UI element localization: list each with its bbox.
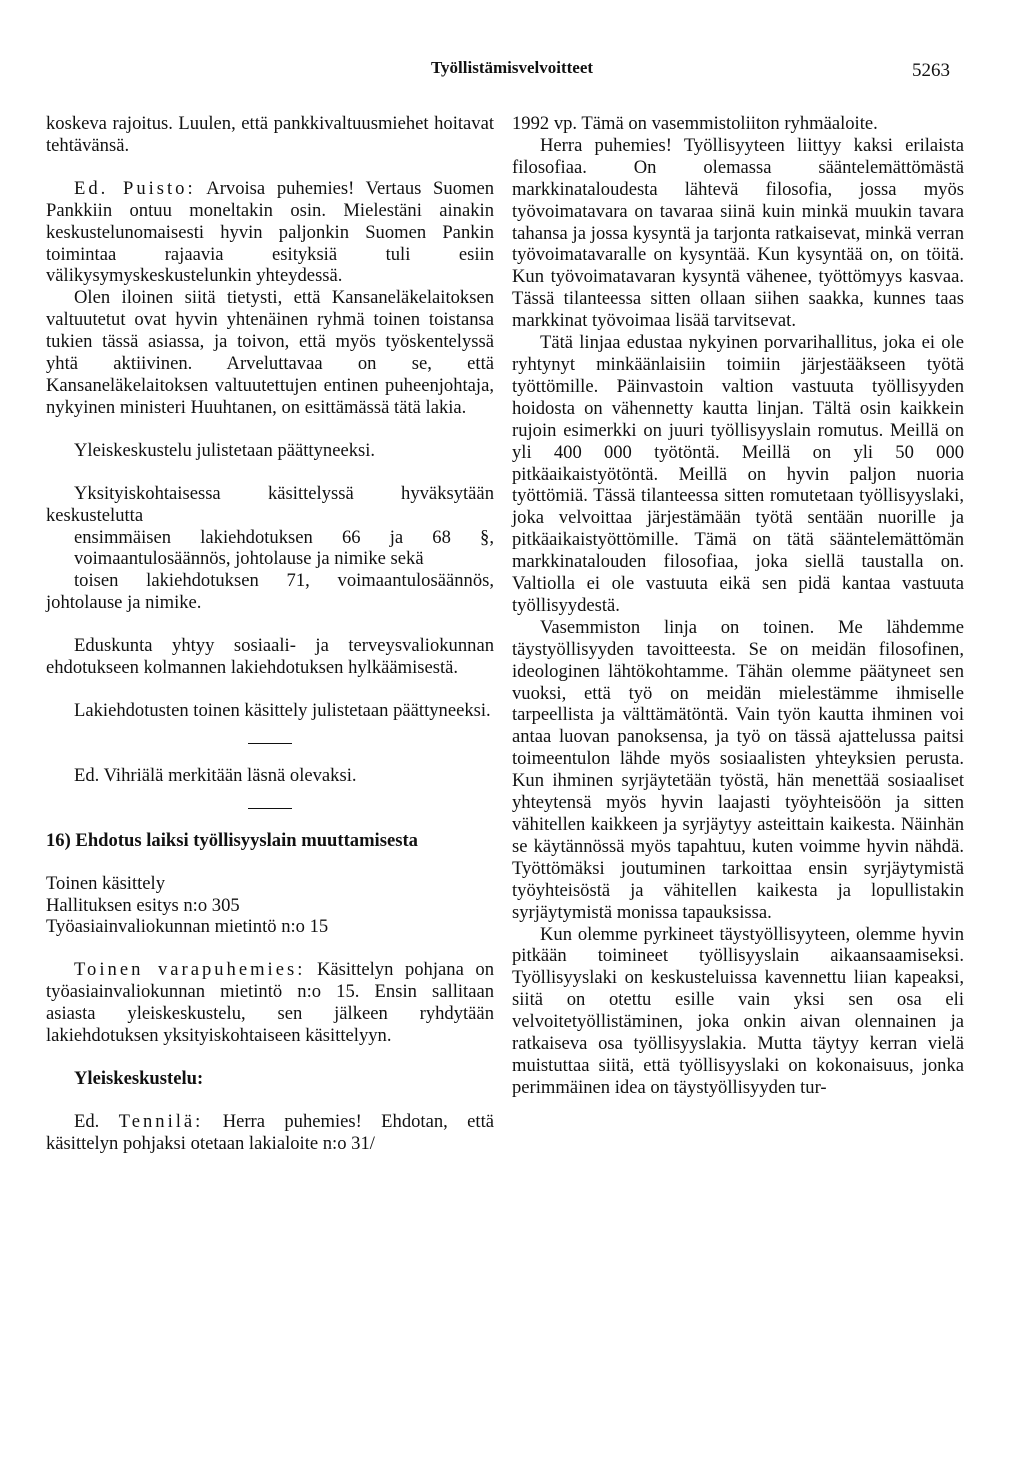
- left-column: [46, 113, 494, 1155]
- paragraph: Lakiehdotusten toinen käsittely julistetaan päättyneeksi.: [74, 699, 491, 721]
- speech-text: Arvoisa puhemies! Vertaus Suomen Pankkiin ontuu moneltakin osin. Mielestäni ainakin keskustelunomaisesti hyvin paljonkin Suomen Pankin toimintaa rajaavia esityksiä tuli esiin välikysymyskeskustelunkin yhteydessä.: [46, 177, 495, 287]
- paragraph: 1992 vp. Tämä on vasemmistoliiton ryhmäaloite.: [512, 113, 878, 134]
- speech-puisto: [46, 178, 494, 288]
- paragraph: Eduskunta yhtyy sosiaali- ja terveysvaliokunnan ehdotukseen kolmannen lakiehdotuksen hylkäämisestä.: [46, 635, 494, 679]
- info-line: Työasiainvaliokunnan mietintö n:o 15: [46, 916, 329, 938]
- speaker-name: Ed. Puisto:: [74, 177, 196, 199]
- speech-text: Herra puhemies! Ehdotan, että käsittelyn pohjaksi otetaan lakialoite n:o 31/: [46, 1110, 494, 1154]
- divider: [248, 743, 292, 744]
- subheading: Yleiskeskustelu:: [74, 1068, 204, 1089]
- speech-varapuhemies: [46, 959, 494, 1047]
- divider: [248, 808, 292, 809]
- info-line: Toinen käsittely: [46, 872, 166, 894]
- info-line: Hallituksen esitys n:o 305: [46, 894, 240, 916]
- paragraph: ensimmäisen lakiehdotuksen 66 ja 68 §, voimaantulosäännös, johtolause ja nimike sekä: [74, 526, 494, 570]
- paragraph: Yleiskeskustelu julistetaan päättyneeksi.: [74, 439, 376, 461]
- section-heading: 16) Ehdotus laiksi työllisyyslain muuttamisesta: [46, 829, 418, 851]
- speaker-name: Toinen varapuhemies:: [74, 959, 306, 981]
- paragraph: toisen lakiehdotuksen 71, voimaantulosäännös, johtolause ja nimike.: [46, 570, 494, 614]
- running-header-title: Työllistämisvelvoitteet: [430, 58, 594, 77]
- paragraph: Yksityiskohtaisessa käsittelyssä hyväksytään keskustelutta: [46, 482, 494, 526]
- paragraph: Ed. Vihriälä merkitään läsnä olevaksi.: [74, 764, 357, 786]
- paragraph: Kun olemme pyrkineet täystyöllisyyteen, olemme hyvin pitkään toimineet työllisyyslain aikaansaamiseksi. Työllisyyslaki on keskusteluissa kavennettu liian kapeaksi, siitä on otettu esille vain yksi sen osa eli velvoitetyöllistäminen, joka onkin aivan olennainen ja ratkaiseva osa työllisyyslakia. Mutta täytyy kerran vielä muistuttaa siitä, että työllisyyslaki on kokonaisuus, jonka perimmäinen idea on täystyöllisyyden tur-: [512, 923, 964, 1098]
- paragraph: Tätä linjaa edustaa nykyinen porvarihallitus, joka ei ole ryhtynyt minkäänlaisiin toimiin järjestääkseen työtä työttömille. Päinvastoin valtion vastuuta työllisyyden hoidosta on vähennetty kautta linjan. Tältä osin kaikkein rujoin esimerkki on juuri työllisyyslain romutus. Meillä on yli 400 000 työtöntä. Meillä on yli 50 000 pitkäaikaistyötöntä. Meillä on hyvin paljon nuoria työttömiä. Tässä tilanteessa sitten romutetaan työllisyyslaki, joka velvoittaa järjestämään työtä sentään nuorille ja pitkäaikaistyöttömille. Tämä on tätä sääntelemättömän markkinatalouden filosofiaa, joka siellä taustalla on. Valtiolla ei ole vastuuta eikä sen pidä kantaa vastuuta työllisyydestä.: [512, 332, 964, 616]
- paragraph: Vasemmiston linja on toinen. Me lähdemme täystyöllisyyden tavoitteesta. Se on meidän filosofinen, ideologinen lähtökohtamme. Tähän olemme päätyneet sen vuoksi, että työ on meidän mielestämme ihmiselle tarpeellista ja välttämätöntä. Vain työn kautta ihminen voi antaa luovan panoksensa, ja työ on tässä ajattelussa paitsi toimeentulon lähde myös sosiaalisten yhteyksien perusta. Kun ihminen syrjäytetään työstä, hän menettää sosiaaliset yhteytensä myös hyvin laajasti työyhteisöön ja sitten vähitellen kaikkeen ja syrjäytyy asteittain kaikesta. Näinhän se käytännössä myös tapahtuu, kuten voimme hyvin nähdä. Työttömäksi joutuminen tarkoittaa ensin syrjäytymistä työyhteisöstä ja vähitellen kaikesta ja lopullistakin syrjäytymistä monissa tapauksissa.: [512, 616, 964, 923]
- paragraph: Olen iloinen siitä tietysti, että Kansaneläkelaitoksen valtuutetut ovat hyvin yhtenäinen ryhmä toinen toistansa tukien tässä asiassa, ja toivon, että myös työskentelyssä yhtä aktiivinen. Arveluttavaa on se, että Kansaneläkelaitoksen valtuutettujen entinen puheenjohtaja, nykyinen ministeri Huuhtanen, on esittämässä tätä lakia.: [46, 287, 494, 418]
- speaker-name: Tennilä:: [118, 1110, 204, 1132]
- paragraph: koskeva rajoitus. Luulen, että pankkivaltuusmiehet hoitavat tehtävänsä.: [46, 113, 494, 156]
- speech-tennila: [46, 1111, 494, 1155]
- page-number: 5263: [912, 60, 950, 81]
- speaker-prefix: Ed.: [74, 1110, 119, 1132]
- paragraph: Herra puhemies! Työllisyyteen liittyy kaksi erilaista filosofiaa. On olemassa sääntelemättömästä markkinataloudesta lähtevä filosofia, jossa myös työvoimatavara on tavaraa siinä kuin minkä muukin tavara tahansa ja jossa kysyntä ja tarjonta ratkaisevat, minkä verran työvoimatavaralle on kysyntää. Kun kysyntää on, on töitä. Kun työvoimatavaran kysyntä vähenee, työttömyys kasvaa. Tässä tilanteessa sitten ollaan siihen saakka, kunnes taas markkinat työvoimaa lisää tarvitsevat.: [512, 134, 964, 332]
- right-column: [512, 113, 964, 1099]
- speech-text: Käsittelyn pohjana on työasiainvaliokunnan mietintö n:o 15. Ensin sallitaan asiasta yleiskeskustelu, sen jälkeen ryhdytään lakiehdotuksen yksityiskohtaiseen käsittelyyn.: [46, 959, 494, 1047]
